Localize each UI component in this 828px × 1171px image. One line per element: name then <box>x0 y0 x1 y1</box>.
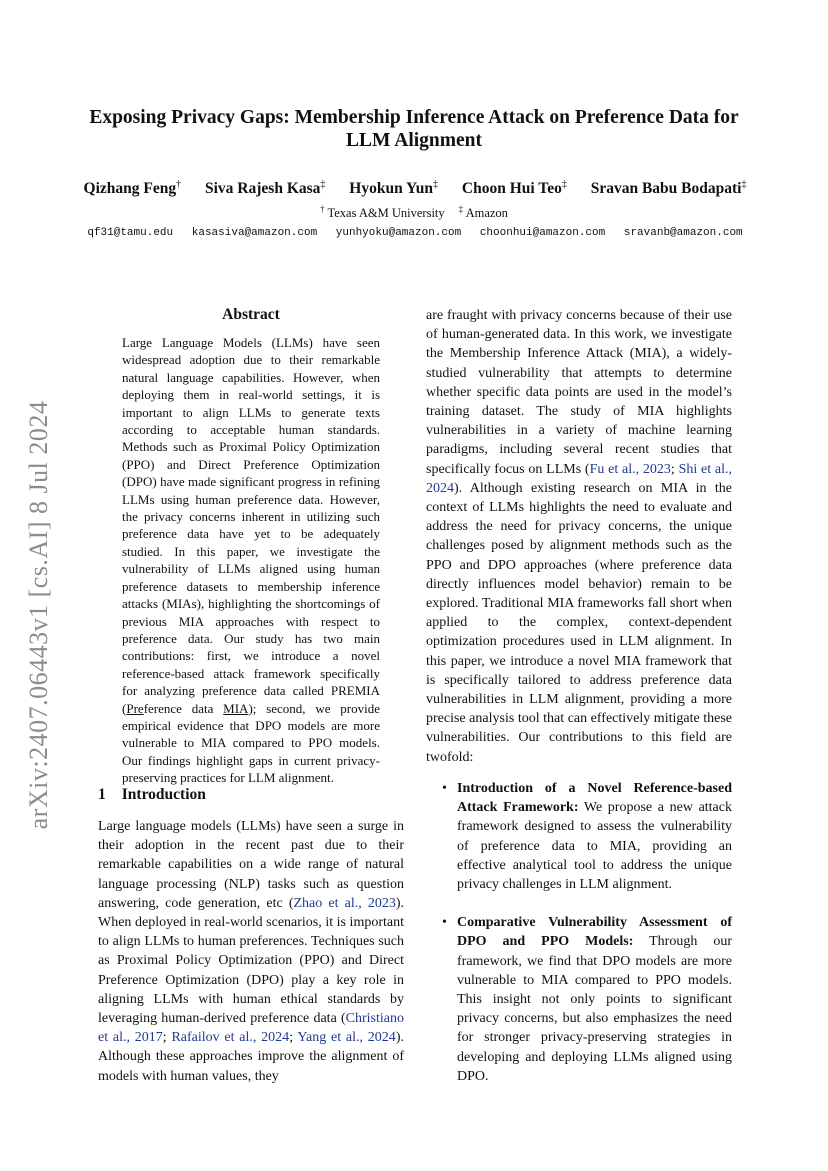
author: Choon Hui Teo‡ <box>461 179 567 198</box>
author: Hyokun Yun‡ <box>349 179 439 198</box>
affiliation: Texas A&M University <box>327 206 445 221</box>
email: choonhui@amazon.com <box>479 227 606 239</box>
contributions-list <box>440 779 732 1105</box>
citation-link[interactable]: Christiano et al., 2017 <box>98 1011 404 1046</box>
author-list <box>60 179 770 198</box>
right-column-paragraph: are fraught with privacy concerns because of their use of human-generated data. In this work, we investigate the Membership Inference Attack (MIA), a widely-studied vulnerability that attempts to determine whether specific data points are used in the model’s training dataset. The study of MIA highlights vulnerabilities in a variety of machine learning paradigms, including several recent studies that specifically focus on LLMs (Fu et al., 2023; Shi et al., 2024). Although existing research on MIA in the context of LLMs highlights the need to evaluate and address the need for privacy concerns, the unique challenges posed by alignment methods such as the PPO and DPO approaches (where preference data directly influences model behavior) remain to be explored. Traditional MIA frameworks fall short when applied to the complex, context-dependent optimization procedures used in LLM alignment. In this paper, we introduce a novel MIA framework that is specifically tailored to address preference data vulnerabilities in LLM alignment, providing a more precise analysis tool that can effectively mitigate these vulnerabilities. Our contributions to this field are twofold: <box>426 308 733 765</box>
email-list <box>60 227 770 239</box>
arxiv-identifier: arXiv:2407.06443v1 [cs.AI] 8 Jul 2024 <box>24 400 53 830</box>
section-heading: 1 Introduction <box>98 786 206 803</box>
paper-title: Exposing Privacy Gaps: Membership Inference Attack on Preference Data for LLM Alignment <box>89 107 739 151</box>
citation-link[interactable]: Rafailov et al., 2024 <box>171 1030 290 1046</box>
author: Qizhang Feng† <box>83 179 182 198</box>
citation-link[interactable]: Fu et al., 2023 <box>589 461 671 477</box>
list-item: • Comparative Vulnerability Assessment of DPO and PPO Models: Through our framework, we find that DPO models are more vulnerable to MIA compared to PPO models. This insight not only points to significant privacy concerns, but also emphasizes the need for stronger privacy-preserving strategies in developing and deploying LLMs aligned using DPO. <box>442 915 732 1084</box>
list-item: • Introduction of a Novel Reference-based Attack Framework: We propose a new attack framework designed to assess the vulnerability of preference data to MIA, providing an effective analytical tool to address the unique privacy challenges in LLM alignment. <box>442 781 732 893</box>
citation-link[interactable]: Yang et al., 2024 <box>297 1030 396 1046</box>
affiliations: † Texas A&M University ‡ Amazon <box>320 204 508 221</box>
author: Sravan Babu Bodapati‡ <box>590 179 747 198</box>
citation-link[interactable]: Zhao et al., 2023 <box>293 895 396 911</box>
arxiv-sidebar <box>14 385 64 845</box>
email: yunhyoku@amazon.com <box>335 227 462 239</box>
author: Siva Rajesh Kasa‡ <box>205 179 326 198</box>
citation-link[interactable]: Shi et al., 2024 <box>426 461 733 496</box>
email: kasasiva@amazon.com <box>191 227 318 239</box>
email: sravanb@amazon.com <box>623 227 743 239</box>
abstract-body: Large Language Models (LLMs) have seen widespread adoption due to their remarkable natural language capabilities. However, when deploying them in real-world settings, it is important to align LLMs to generate texts according to acceptable human standards. Methods such as Proximal Policy Optimization (PPO) and Direct Preference Optimization (DPO) have made significant progress in refining LLMs using human preference data. However, the privacy concerns inherent in utilizing such preference data have yet to be adequately studied. In this paper, we investigate the vulnerability of LLMs aligned using human preference datasets to membership inference attacks (MIAs), highlighting the shortcomings of previous MIA approaches with respect to preference data. Our study has two main contributions: first, we introduce a novel reference-based attack framework specifically for analyzing preference data called PREMIA (Preference data MIA); second, we provide empirical evidence that DPO models are more vulnerable to MIA compared to PPO models. Our findings highlight gaps in current privacy-preserving practices for LLM alignment. <box>122 335 380 786</box>
email: qf31@tamu.edu <box>87 227 174 239</box>
abstract-heading: Abstract <box>222 306 280 323</box>
affiliation: Amazon <box>465 206 508 221</box>
bullet-icon: • <box>442 781 447 796</box>
introduction-paragraph: Large language models (LLMs) have seen a surge in their adoption in the recent past due to their remarkable capabilities on a wide range of natural language processing (NLP) tasks such as question answering, code generation, etc (Zhao et al., 2023). When deployed in real-world scenarios, it is important to align LLMs to human preferences. Techniques such as Proximal Policy Optimization (PPO) and Direct Preference Optimization (DPO) play a key role in aligning LLMs with human ethical standards by leveraging human-derived preference data (Christiano et al., 2017; Rafailov et al., 2024; Yang et al., 2024). Although these approaches improve the alignment of models with human values, they <box>98 819 404 1084</box>
bullet-icon: • <box>442 915 447 931</box>
